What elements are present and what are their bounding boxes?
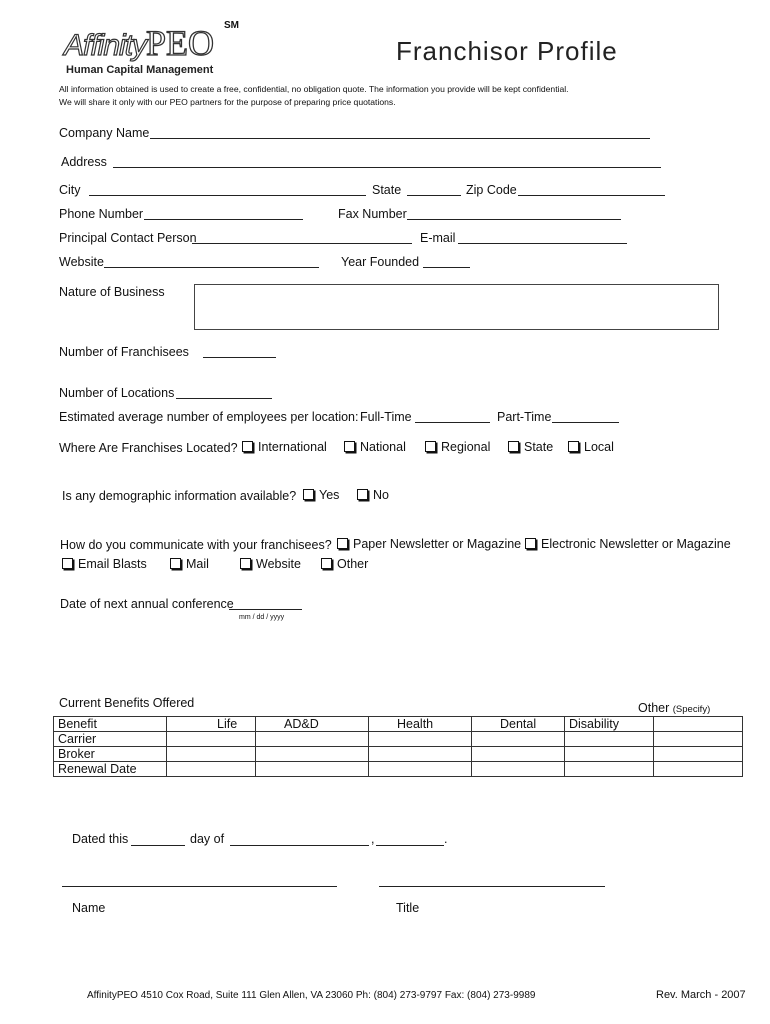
benefits-other-header [638, 701, 710, 715]
table-cell[interactable] [472, 747, 565, 762]
benefits-title: Current Benefits Offered [59, 696, 195, 710]
checkbox-icon[interactable] [303, 489, 314, 500]
checkbox-icon[interactable] [337, 538, 348, 549]
date-comma: , [371, 832, 375, 846]
communicate-website-option[interactable] [240, 557, 301, 571]
table-cell[interactable] [565, 732, 654, 747]
intro-line-2: We will share it only with our PEO partners for the purpose of preparing price quotations. [59, 97, 396, 107]
table-row [54, 732, 743, 747]
logo-peo-text: PEO [146, 23, 215, 63]
option-label: Email Blasts [78, 557, 147, 571]
option-label: Mail [186, 557, 209, 571]
checkbox-icon[interactable] [344, 441, 355, 452]
city-label: City [59, 183, 81, 197]
table-cell[interactable] [369, 732, 472, 747]
checkbox-icon[interactable] [242, 441, 253, 452]
table-cell[interactable] [256, 762, 369, 777]
checkbox-icon[interactable] [508, 441, 519, 452]
checkbox-icon[interactable] [62, 558, 73, 569]
option-label: Paper Newsletter or Magazine [353, 537, 522, 551]
table-header-cell: Dental [472, 717, 565, 732]
full-time-label: Full-Time [360, 410, 412, 424]
company-name-field[interactable] [150, 138, 650, 139]
num-franchisees-label: Number of Franchisees [59, 345, 189, 359]
checkbox-icon[interactable] [568, 441, 579, 452]
table-cell[interactable] [167, 747, 256, 762]
checkbox-icon[interactable] [425, 441, 436, 452]
table-cell[interactable] [472, 732, 565, 747]
table-cell[interactable] [654, 762, 743, 777]
address-label: Address [61, 155, 107, 169]
email-field[interactable] [458, 243, 627, 244]
day-of-label: day of [190, 832, 225, 846]
fax-field[interactable] [407, 219, 621, 220]
phone-field[interactable] [144, 219, 303, 220]
demographic-no-option[interactable] [357, 488, 389, 502]
dated-month-field[interactable] [230, 845, 369, 846]
table-cell[interactable] [167, 762, 256, 777]
logo-subtitle: Human Capital Management [66, 64, 214, 76]
logo-affinity-text: Affinity [64, 29, 147, 62]
state-label: State [372, 183, 402, 197]
table-cell[interactable] [654, 732, 743, 747]
communicate-other-option[interactable] [321, 557, 368, 571]
table-cell[interactable] [167, 732, 256, 747]
title-label: Title [396, 901, 420, 915]
option-label: Local [584, 440, 614, 454]
email-label: E-mail [420, 231, 456, 245]
table-cell[interactable] [472, 762, 565, 777]
option-label: No [373, 488, 389, 502]
year-founded-field[interactable] [423, 267, 470, 268]
table-cell[interactable] [369, 747, 472, 762]
table-header-cell: Life [167, 717, 256, 732]
located-state-option[interactable] [508, 440, 553, 454]
table-row-label: Carrier [54, 732, 167, 747]
table-header-cell: Benefit [54, 717, 167, 732]
website-label: Website [59, 255, 104, 269]
checkbox-icon[interactable] [525, 538, 536, 549]
table-cell[interactable] [256, 732, 369, 747]
other-specify-label: (Specify) [672, 704, 711, 715]
located-national-option[interactable] [344, 440, 406, 454]
communicate-mail-option[interactable] [170, 557, 209, 571]
dated-day-field[interactable] [131, 845, 185, 846]
conference-date-format: mm / dd / yyyy [239, 614, 285, 621]
communicate-question: How do you communicate with your franchisees? [60, 538, 332, 552]
website-field[interactable] [104, 267, 319, 268]
demographic-question: Is any demographic information available? [62, 489, 297, 503]
year-founded-label: Year Founded [341, 255, 420, 269]
communicate-paper-option[interactable] [337, 537, 521, 551]
demographic-yes-option[interactable] [303, 488, 339, 502]
table-header-cell: Disability [565, 717, 654, 732]
name-signature-line[interactable] [62, 886, 337, 887]
table-cell[interactable] [256, 747, 369, 762]
company-name-label: Company Name [59, 126, 150, 140]
num-locations-field[interactable] [176, 398, 272, 399]
fax-label: Fax Number [338, 207, 407, 221]
communicate-electronic-option[interactable] [525, 537, 731, 551]
conference-date-field[interactable] [229, 609, 302, 610]
table-cell[interactable] [565, 747, 654, 762]
table-cell[interactable] [654, 747, 743, 762]
checkbox-icon[interactable] [357, 489, 368, 500]
contact-field[interactable] [192, 243, 412, 244]
located-local-option[interactable] [568, 440, 614, 454]
part-time-field[interactable] [552, 422, 619, 423]
part-time-label: Part-Time [497, 410, 552, 424]
option-label: National [360, 440, 406, 454]
intro-line-1: All information obtained is used to create a free, confidential, no obligation quote. The information you provide will be kept confidential. [59, 84, 569, 94]
logo [64, 22, 214, 64]
city-field[interactable] [89, 195, 366, 196]
table-row-label: Broker [54, 747, 167, 762]
page-title: Franchisor Profile [396, 36, 618, 66]
option-label: Other [337, 557, 369, 571]
date-period: . [444, 832, 448, 846]
communicate-email-option[interactable] [62, 557, 147, 571]
employees-label: Estimated average number of employees per location: [59, 410, 359, 424]
footer-address: AffinityPEO 4510 Cox Road, Suite 111 Glen Allen, VA 23060 Ph: (804) 273-9797 Fax: (804) 273-9989 [87, 990, 536, 1001]
num-franchisees-field[interactable] [203, 357, 276, 358]
table-header-cell [654, 717, 743, 732]
option-label: International [258, 440, 327, 454]
table-header-cell: AD&D [256, 717, 369, 732]
table-row [54, 747, 743, 762]
table-row [54, 762, 743, 777]
zip-field[interactable] [518, 195, 665, 196]
table-cell[interactable] [565, 762, 654, 777]
checkbox-icon[interactable] [240, 558, 251, 569]
state-field[interactable] [407, 195, 461, 196]
checkbox-icon[interactable] [170, 558, 181, 569]
option-label: Electronic Newsletter or Magazine [541, 537, 731, 551]
option-label: Yes [319, 488, 340, 502]
num-locations-label: Number of Locations [59, 386, 175, 400]
located-question: Where Are Franchises Located? [59, 441, 238, 455]
option-label: Website [256, 557, 301, 571]
nature-label: Nature of Business [59, 285, 165, 299]
address-field[interactable] [113, 167, 661, 168]
dated-year-field[interactable] [376, 845, 444, 846]
conference-label: Date of next annual conference [60, 597, 234, 611]
table-cell[interactable] [369, 762, 472, 777]
name-label: Name [72, 901, 106, 915]
checkbox-icon[interactable] [321, 558, 332, 569]
option-label: State [524, 440, 554, 454]
contact-label: Principal Contact Person [59, 231, 197, 245]
located-regional-option[interactable] [425, 440, 490, 454]
full-time-field[interactable] [415, 422, 490, 423]
located-international-option[interactable] [242, 440, 327, 454]
footer-revision: Rev. March - 2007 [656, 989, 746, 1001]
option-label: Regional [441, 440, 491, 454]
table-row-label: Renewal Date [54, 762, 167, 777]
nature-of-business-box[interactable] [194, 284, 719, 330]
table-row [54, 717, 743, 732]
phone-label: Phone Number [59, 207, 144, 221]
title-signature-line[interactable] [379, 886, 605, 887]
zip-label: Zip Code [466, 183, 517, 197]
dated-this-label: Dated this [72, 832, 129, 846]
table-header-cell: Health [369, 717, 472, 732]
logo-sm-mark: SM [224, 20, 239, 31]
benefits-table [53, 716, 743, 777]
other-label: Other [638, 701, 670, 715]
